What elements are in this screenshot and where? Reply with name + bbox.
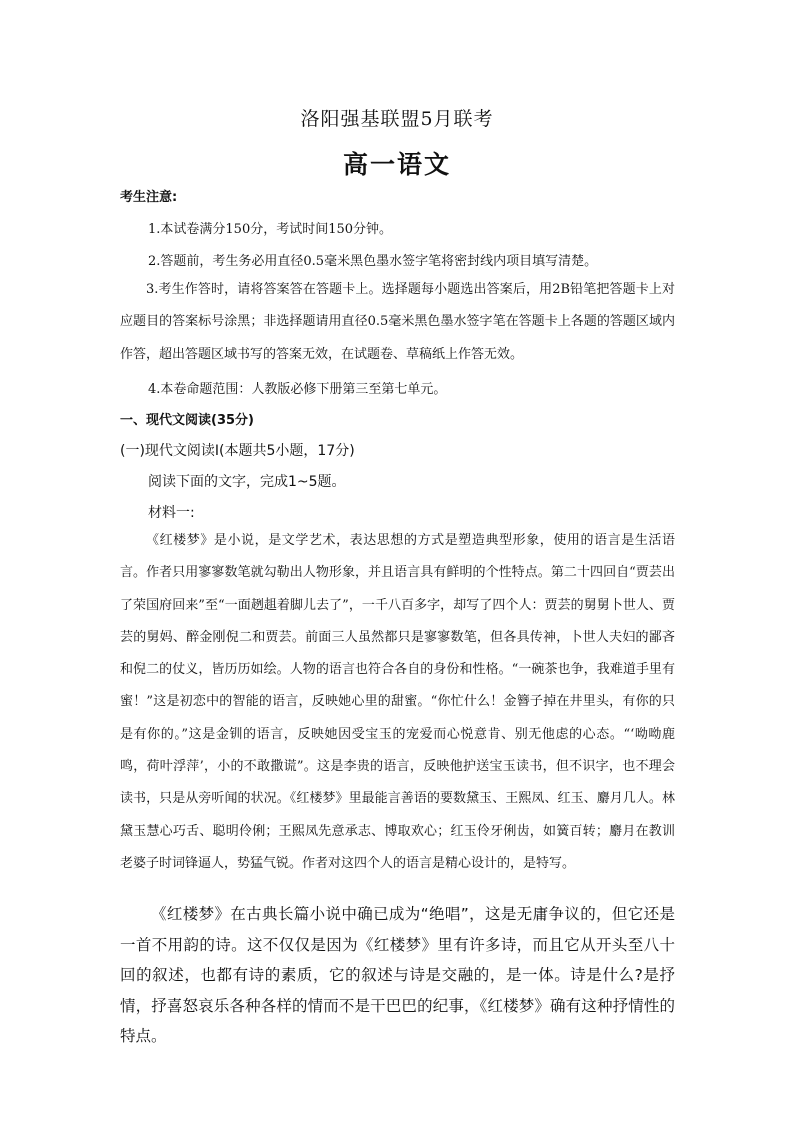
material-paragraph-1: 《红楼梦》是小说，是文学艺术，表达思想的方式是塑造典型形象，使用的语言是生活语言。作者只用寥寥数笔就勾勒出人物形象，并且语言具有鲜明的个性特点。第二十四回自“贾芸出了荣国府回来”至“一面趔趄着脚儿去了”，一千八百多字，却写了四个人：贾芸的舅舅卜世人、贾芸的舅妈、醉金刚倪二和贾芸。前面三人虽然都只是寥寥数笔，但各具传神，卜世人夫妇的鄙吝和倪二的仗义，皆历历如绘。人物的语言也符合各自的身份和性格。“一碗茶也争，我难道手里有蜜！”这是初恋中的智能的语言，反映她心里的甜蜜。“你忙什么！金簪子掉在井里头，有你的只是有你的。”这是金钏的语言，反映她因受宝玉的宠爱而心悦意肯、别无他虑的心态。“‘呦呦鹿鸣，荷叶浮萍’，小的不敢撒谎”。这是李贵的语言，反映他护送宝玉读书，但不识字，也不理会读书，只是从旁听闻的状况。《红楼梦》里最能言善语的要数黛玉、王熙凤、红玉、麝月几人。林黛玉慧心巧舌、聪明伶俐；王熙凤先意承志、博取欢心；红玉伶牙俐齿，如簧百转；麝月在教训老婆子时词锋逼人，势猛气锐。作者对这四个人的语言是精心设计的，是特写。 [120,533,675,871]
reading-instruction: 阅读下面的文字，完成1~5题。 [148,474,346,490]
notice-item-2: 2.答题前，考生务必用直径0.5毫米黑色墨水签字笔将密封线内项目填写清楚。 [148,254,598,269]
part-title: (一)现代文阅读Ⅰ(本题共5小题，17分) [120,443,355,459]
exam-title: 高一语文 [342,150,451,179]
exam-subtitle: 洛阳强基联盟5月联考 [300,108,494,130]
notice-heading: 考生注意: [120,190,178,205]
notice-item-1: 1.本试卷满分150分，考试时间150分钟。 [148,222,393,237]
notice-item-4: 4.本卷命题范围：人教版必修下册第三至第七单元。 [148,382,447,397]
section-title: 一、现代文阅读(35分) [120,413,254,428]
material-paragraph-2: 《红楼梦》在古典长篇小说中确已成为“绝唱”，这是无庸争议的，但它还是一首不用韵的诗。这不仅仅是因为《红楼梦》里有许多诗，而且它从开头至八十回的叙述，也都有诗的素质，它的叙述与诗是交融的，是一体。诗是什么?是抒情，抒喜怒哀乐各种各样的情而不是干巴巴的纪事，《红楼梦》确有这种抒情性的特点。 [120,905,675,1045]
notice-item-3: 3.考生作答时，请将答案答在答题卡上。选择题每小题选出答案后，用2B铅笔把答题卡上对应题目的答案标号涂黑；非选择题请用直径0.5毫米黑色墨水签字笔在答题卡上各题的答题区域内作答，超出答题区域书写的答案无效，在试题卷、草稿纸上作答无效。 [120,282,675,362]
material-label: 材料一: [148,505,195,521]
